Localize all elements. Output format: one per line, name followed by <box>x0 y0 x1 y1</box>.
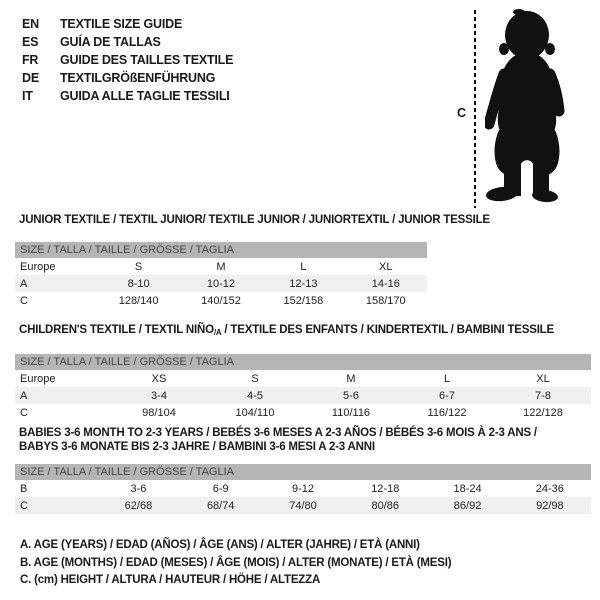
babies-size-table <box>15 464 591 514</box>
cell: 110/116 <box>331 406 371 419</box>
cell: 104/110 <box>235 406 275 419</box>
row-label: Europe <box>20 372 56 385</box>
junior-size-table <box>15 242 427 309</box>
size-bar-label: SIZE / TALLA / TAILLE / GRÖSSE / TAGLIA <box>15 242 427 258</box>
footnotes <box>20 537 451 590</box>
cell: L <box>300 260 307 273</box>
section-title <box>15 426 591 454</box>
row-label: A <box>15 387 111 404</box>
cell: 18-24 <box>453 482 482 495</box>
cell: 122/128 <box>523 406 563 419</box>
cell: 80/86 <box>344 497 426 514</box>
size-bar-label: SIZE / TALLA / TAILLE / GRÖSSE / TAGLIA <box>15 354 591 370</box>
table-row <box>15 258 427 275</box>
row-label: B <box>20 482 28 495</box>
cell: 5-6 <box>303 387 399 404</box>
title-part: / TEXTILE DES ENFANTS / KINDERTEXTIL / BAMBINI TESSILE <box>221 324 554 336</box>
title-part: CHILDREN'S TEXTILE / TEXTIL NIÑO <box>19 324 214 336</box>
cell: M <box>216 260 226 273</box>
cell: XL <box>536 372 550 385</box>
cell: 12-18 <box>371 482 400 495</box>
children-size-table <box>15 354 591 421</box>
section-babies <box>15 426 591 514</box>
title-subscript: /A <box>213 328 222 337</box>
cell: 14-16 <box>345 275 427 292</box>
lang-code: ES <box>22 35 39 49</box>
cell: 158/170 <box>365 294 406 307</box>
cell: 86/92 <box>426 497 508 514</box>
cell: 116/122 <box>427 406 467 419</box>
row-label: C <box>20 406 28 419</box>
cell: 6-7 <box>399 387 495 404</box>
section-children <box>15 323 591 421</box>
language-row <box>22 51 233 69</box>
row-label: A <box>15 275 97 292</box>
lang-title: GUÍA DE TALLAS <box>60 35 161 49</box>
section-title: JUNIOR TEXTILE / TEXTIL JUNIOR/ TEXTILE JUNIOR / JUNIORTEXTIL / JUNIOR TESSILE <box>19 214 490 226</box>
row-label: C <box>20 294 28 307</box>
table-row <box>15 387 591 404</box>
footnote-c: C. (cm) HEIGHT / ALTURA / HAUTEUR / HÖHE / ALTEZZA <box>20 574 321 586</box>
size-bar-row <box>15 354 591 370</box>
size-bar-label: SIZE / TALLA / TAILLE / GRÖSSE / TAGLIA <box>15 464 591 480</box>
cell: 6-9 <box>212 482 229 495</box>
row-label: Europe <box>20 260 56 273</box>
lang-title: TEXTILGRÖßENFÜHRUNG <box>60 71 216 85</box>
cell: 92/98 <box>509 497 591 514</box>
cell: 12-13 <box>262 275 344 292</box>
lang-code: DE <box>22 71 39 85</box>
row-label: C <box>15 497 97 514</box>
lang-code: IT <box>22 89 33 103</box>
cell: 140/152 <box>201 294 241 307</box>
language-row <box>22 69 233 87</box>
cell: 68/74 <box>180 497 262 514</box>
cell: 98/104 <box>142 406 176 419</box>
cell: 152/158 <box>283 294 324 307</box>
cell: 128/140 <box>118 294 159 307</box>
cell: 7-8 <box>495 387 591 404</box>
lang-title: TEXTILE SIZE GUIDE <box>60 17 183 31</box>
cell: XL <box>379 260 393 273</box>
cell: 74/80 <box>262 497 344 514</box>
language-row <box>22 87 233 105</box>
lang-code: EN <box>22 17 39 31</box>
language-row <box>22 15 233 33</box>
footnote-a: A. AGE (YEARS) / EDAD (AÑOS) / ÂGE (ANS) / ALTER (JAHRE) / ETÀ (ANNI) <box>20 539 420 551</box>
cell: 9-12 <box>291 482 314 495</box>
language-list <box>22 15 233 105</box>
title-line: BABIES 3-6 MONTH TO 2-3 YEARS / BEBÉS 3-6 MESES A 2-3 AÑOS / BÉBÉS 3-6 MOIS À 2-3 ANS / <box>19 427 537 439</box>
lang-title: GUIDE DES TAILLES TEXTILE <box>60 53 234 67</box>
section-title <box>15 323 591 340</box>
table-row <box>15 370 591 387</box>
cell: L <box>443 372 451 385</box>
table-row <box>15 480 591 497</box>
cell: 3-6 <box>130 482 147 495</box>
cell: 24-36 <box>535 482 564 495</box>
table-row <box>15 275 427 292</box>
title-line: BABYS 3-6 MONATE BIS 2-3 JAHRE / BAMBINI 3-6 MESI A 2-3 ANNI <box>19 441 375 453</box>
height-dashed-line <box>474 10 476 208</box>
lang-title: GUIDA ALLE TAGLIE TESSILI <box>60 89 230 103</box>
table-row <box>15 497 591 514</box>
cell: S <box>134 260 143 273</box>
lang-code: FR <box>22 53 39 67</box>
size-bar-row <box>15 242 427 258</box>
size-bar-row <box>15 464 591 480</box>
section-junior <box>15 213 591 309</box>
cell: 62/68 <box>97 497 179 514</box>
cell: 8-10 <box>97 275 179 292</box>
cell: M <box>346 372 356 385</box>
cell: 4-5 <box>207 387 303 404</box>
height-label-c: C <box>457 106 467 120</box>
table-row <box>15 404 591 421</box>
cell: 10-12 <box>180 275 262 292</box>
cell: S <box>251 372 259 385</box>
cell: 3-4 <box>111 387 207 404</box>
table-row <box>15 292 427 309</box>
language-row <box>22 33 233 51</box>
cell: XS <box>151 372 167 385</box>
footnote-b: B. AGE (MONTHS) / EDAD (MESES) / ÂGE (MOIS) / ALTER (MONATE) / ETÀ (MESI) <box>20 556 452 569</box>
baby-silhouette-icon <box>485 8 585 206</box>
